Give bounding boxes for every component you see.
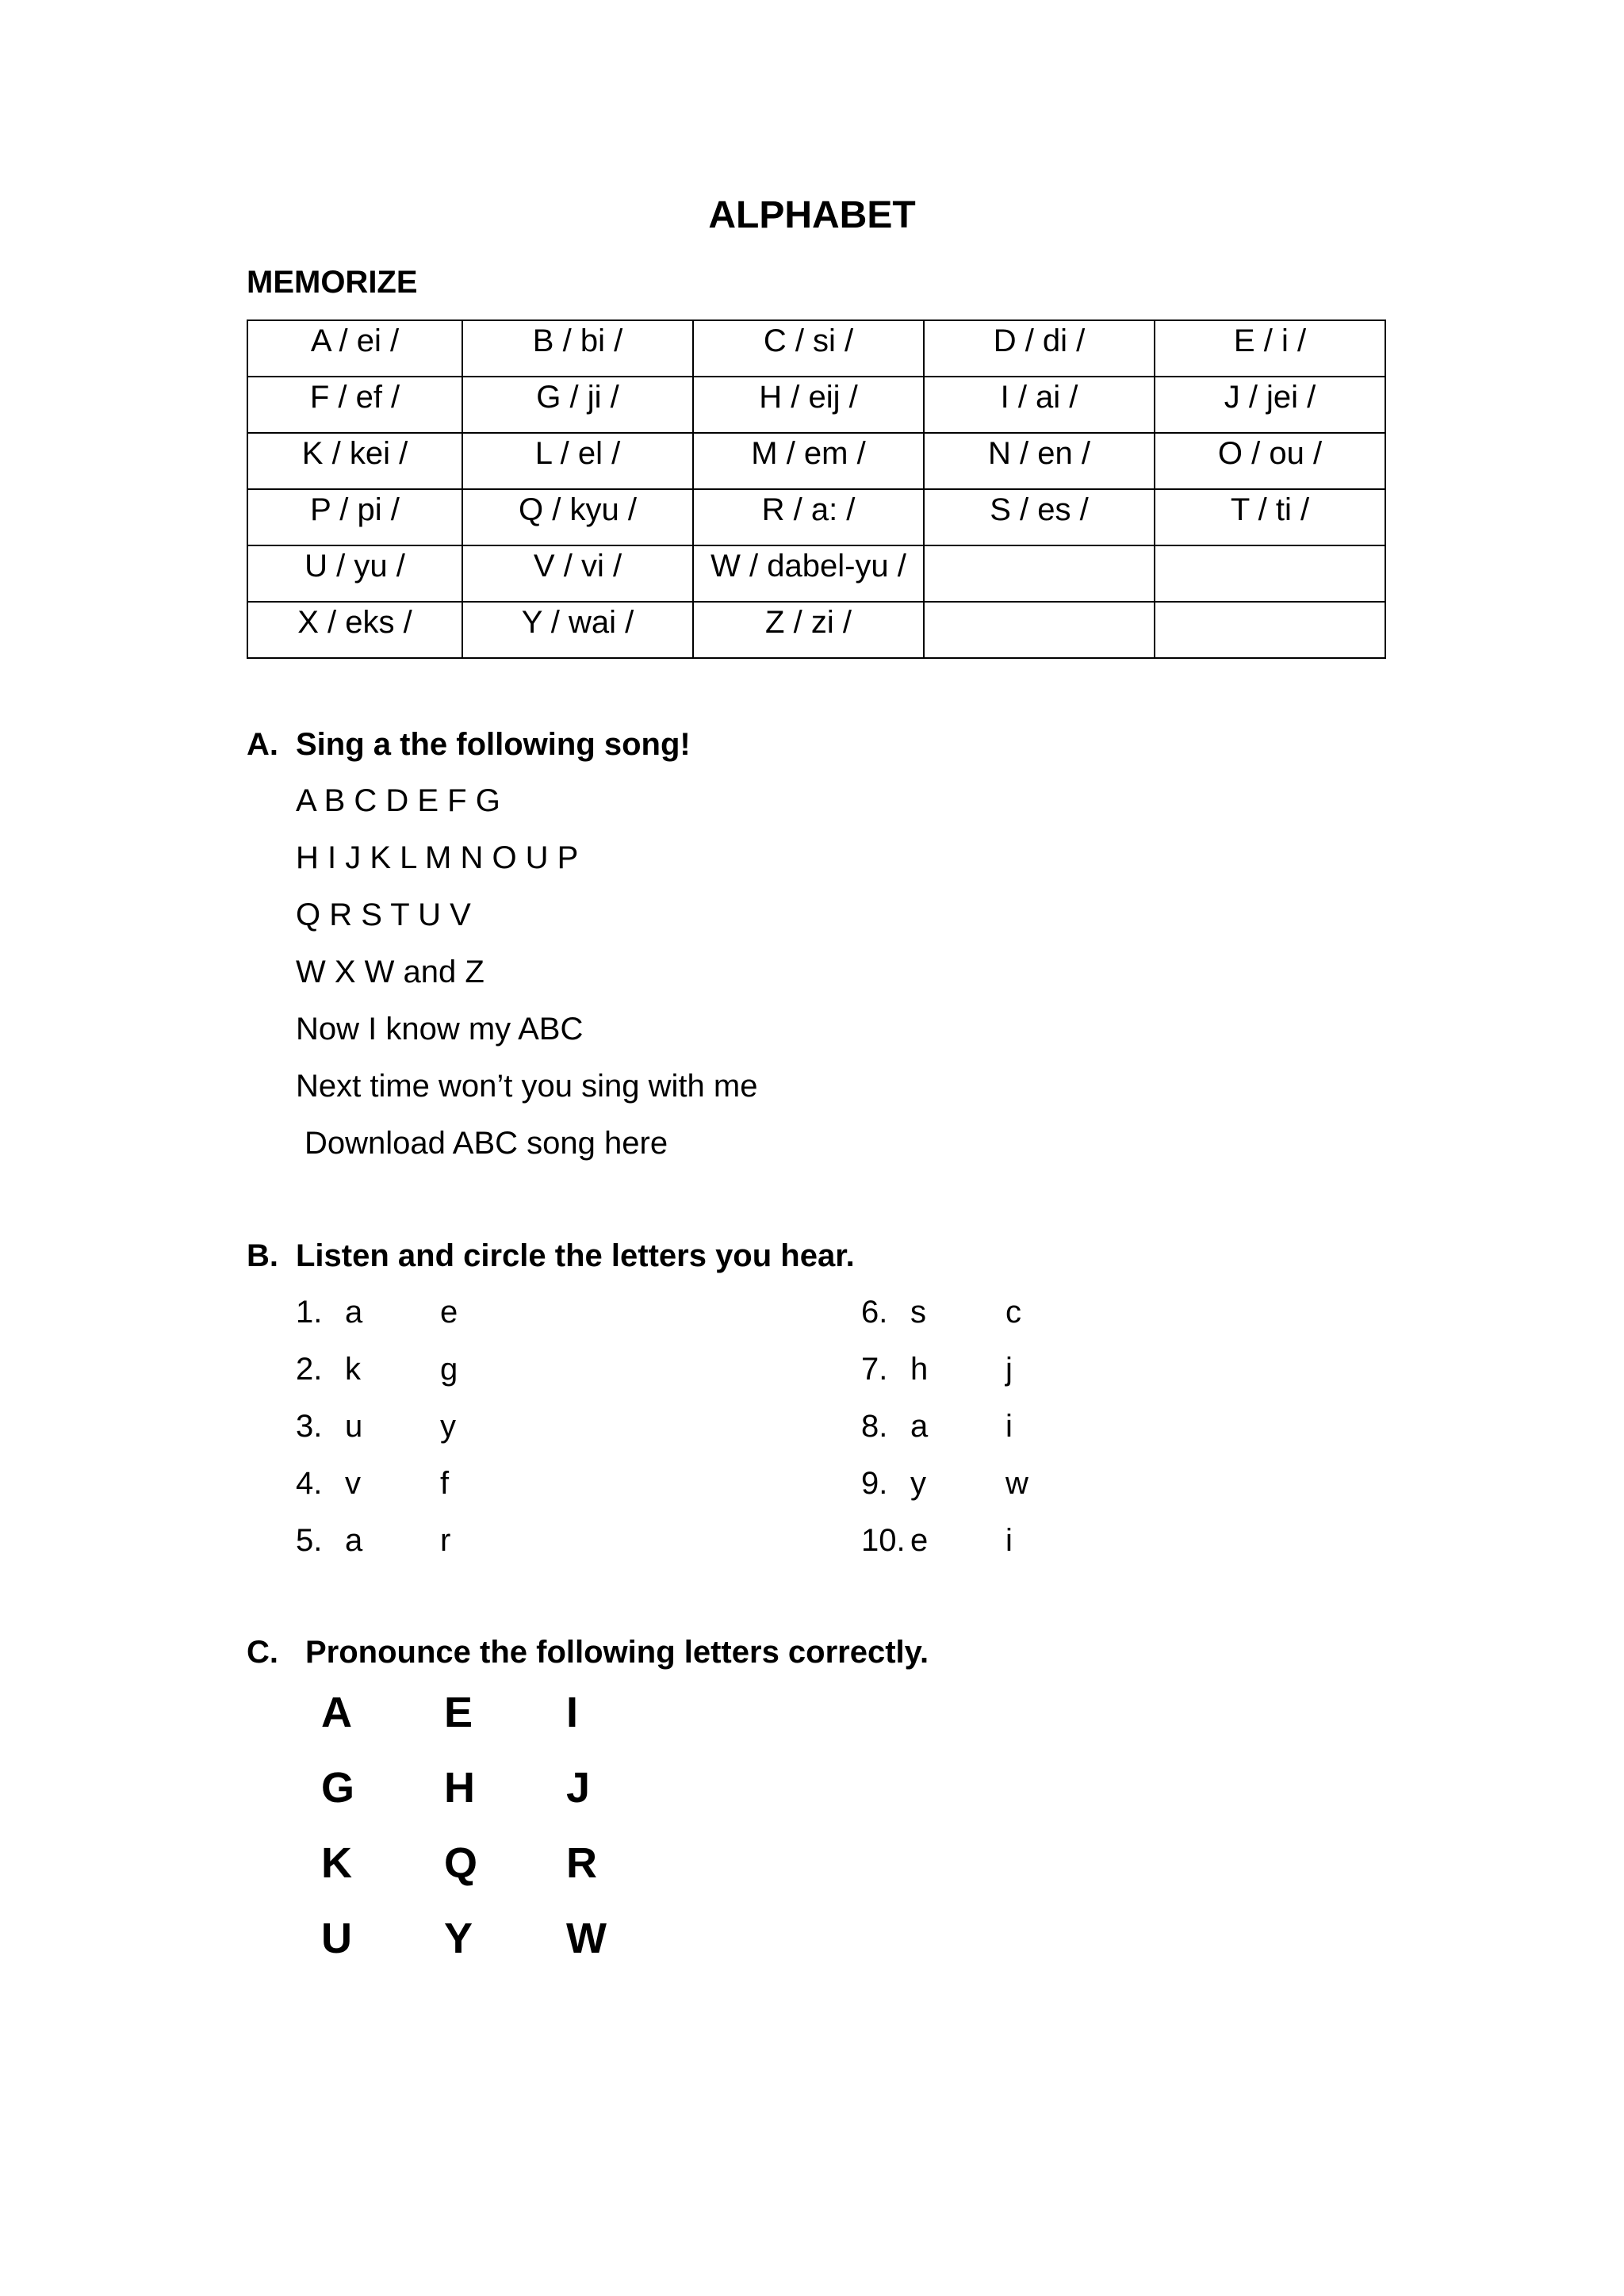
pronounce-letter: K: [321, 1839, 352, 1887]
section-b-letter: B.: [247, 1238, 278, 1273]
alphabet-cell: I / ai /: [924, 377, 1155, 433]
item-number: 9.: [861, 1466, 888, 1501]
pronounce-letter: U: [321, 1915, 352, 1962]
alphabet-cell: Z / zi /: [693, 602, 924, 658]
letter-choice[interactable]: h: [910, 1352, 929, 1387]
letter-choice[interactable]: i: [1005, 1409, 1013, 1444]
alphabet-cell: T / ti /: [1155, 489, 1385, 545]
alphabet-cell: S / es /: [924, 489, 1155, 545]
section-a-letter: A.: [247, 727, 278, 762]
alphabet-row: [247, 602, 1385, 658]
pronounce-letter: R: [566, 1839, 597, 1887]
letter-choice[interactable]: e: [440, 1295, 458, 1330]
section-b-heading: [247, 1235, 855, 1276]
item-number: 8.: [861, 1409, 888, 1444]
memorize-label: MEMORIZE: [247, 265, 418, 300]
letter-choice[interactable]: a: [910, 1409, 929, 1444]
letter-choice[interactable]: f: [440, 1466, 450, 1501]
alphabet-row: [247, 489, 1385, 545]
alphabet-cell: [924, 602, 1155, 658]
alphabet-cell: Q / kyu /: [462, 489, 693, 545]
item-number: 3.: [296, 1409, 323, 1444]
alphabet-cell: D / di /: [924, 320, 1155, 377]
alphabet-cell: L / el /: [462, 433, 693, 489]
alphabet-cell: [1155, 545, 1385, 602]
pronounce-letter: J: [566, 1764, 591, 1812]
section-a-title: Sing a the following song!: [296, 727, 691, 762]
alphabet-cell: W / dabel-yu /: [693, 545, 924, 602]
letter-choice[interactable]: e: [910, 1523, 929, 1558]
pronounce-letter: Y: [444, 1915, 473, 1962]
letter-choice[interactable]: u: [345, 1409, 363, 1444]
alphabet-row: [247, 545, 1385, 602]
pronounce-letter: I: [566, 1689, 579, 1736]
item-number: 4.: [296, 1466, 323, 1501]
alphabet-cell: B / bi /: [462, 320, 693, 377]
alphabet-cell: U / yu /: [247, 545, 462, 602]
alphabet-cell: C / si /: [693, 320, 924, 377]
alphabet-cell: X / eks /: [247, 602, 462, 658]
item-number: 2.: [296, 1352, 323, 1387]
item-number: 6.: [861, 1295, 888, 1330]
alphabet-cell: R / a: /: [693, 489, 924, 545]
alphabet-row: [247, 320, 1385, 377]
section-c-title: Pronounce the following letters correctly.: [305, 1635, 929, 1670]
alphabet-table: [247, 320, 1386, 659]
section-c-letter: C.: [247, 1635, 278, 1670]
letter-choice[interactable]: a: [345, 1523, 363, 1558]
song-line: Next time won’t you sing with me: [296, 1069, 758, 1104]
alphabet-cell: [1155, 602, 1385, 658]
letter-choice[interactable]: g: [440, 1352, 458, 1387]
alphabet-cell: A / ei /: [247, 320, 462, 377]
download-song-link[interactable]: Download ABC song here: [304, 1126, 668, 1161]
alphabet-cell: Y / wai /: [462, 602, 693, 658]
letter-choice[interactable]: k: [345, 1352, 361, 1387]
letter-choice[interactable]: i: [1005, 1523, 1013, 1558]
pronounce-letter: A: [321, 1689, 352, 1736]
song-line: A B C D E F G: [296, 783, 500, 818]
item-number: 5.: [296, 1523, 323, 1558]
pronounce-letter: W: [566, 1915, 607, 1962]
alphabet-cell: H / eij /: [693, 377, 924, 433]
alphabet-cell: [924, 545, 1155, 602]
letter-choice[interactable]: c: [1005, 1295, 1021, 1330]
pronounce-letter: H: [444, 1764, 475, 1812]
letter-choice[interactable]: y: [440, 1409, 456, 1444]
alphabet-cell: M / em /: [693, 433, 924, 489]
alphabet-row: [247, 377, 1385, 433]
letter-choice[interactable]: r: [440, 1523, 451, 1558]
letter-choice[interactable]: y: [910, 1466, 926, 1501]
song-line: W X W and Z: [296, 955, 485, 989]
letter-choice[interactable]: v: [345, 1466, 361, 1501]
page-title: ALPHABET: [708, 194, 916, 236]
song-line: Q R S T U V: [296, 897, 471, 932]
letter-choice[interactable]: w: [1005, 1466, 1028, 1501]
alphabet-cell: N / en /: [924, 433, 1155, 489]
alphabet-cell: J / jei /: [1155, 377, 1385, 433]
letter-choice[interactable]: s: [910, 1295, 926, 1330]
letter-choice[interactable]: a: [345, 1295, 363, 1330]
alphabet-cell: V / vi /: [462, 545, 693, 602]
alphabet-cell: G / ji /: [462, 377, 693, 433]
pronounce-letter: G: [321, 1764, 355, 1812]
alphabet-cell: K / kei /: [247, 433, 462, 489]
section-b-title: Listen and circle the letters you hear.: [296, 1238, 855, 1273]
pronounce-letter: E: [444, 1689, 473, 1736]
letter-choice[interactable]: j: [1005, 1352, 1013, 1387]
alphabet-row: [247, 433, 1385, 489]
section-a-heading: [247, 724, 691, 765]
song-line: Now I know my ABC: [296, 1012, 584, 1047]
song-line: H I J K L M N O U P: [296, 840, 579, 875]
alphabet-cell: P / pi /: [247, 489, 462, 545]
item-number: 10.: [861, 1523, 906, 1558]
alphabet-cell: O / ou /: [1155, 433, 1385, 489]
item-number: 7.: [861, 1352, 888, 1387]
section-c-heading: [247, 1632, 929, 1673]
alphabet-cell: F / ef /: [247, 377, 462, 433]
alphabet-cell: E / i /: [1155, 320, 1385, 377]
item-number: 1.: [296, 1295, 323, 1330]
pronounce-letter: Q: [444, 1839, 478, 1887]
